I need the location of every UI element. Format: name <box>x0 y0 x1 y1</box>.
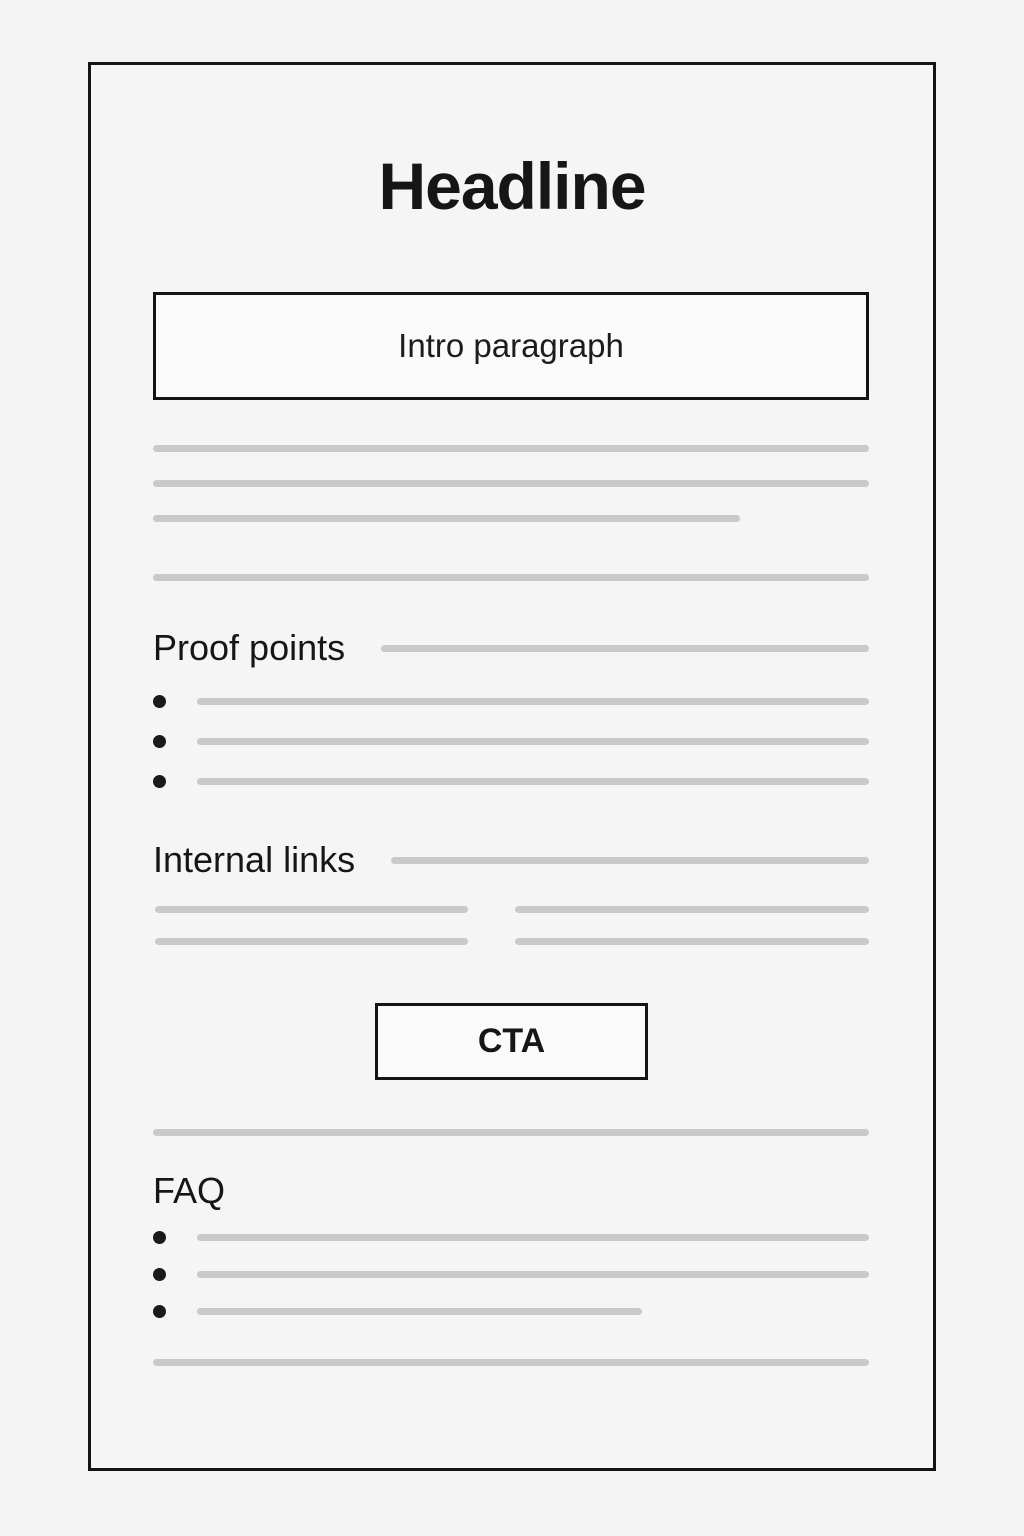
proof-points-title: Proof points <box>153 627 346 668</box>
body-text-placeholder-line <box>153 480 869 487</box>
internal-link-placeholder-line <box>515 938 869 945</box>
page-frame <box>88 62 936 1471</box>
section-header-placeholder-line <box>391 857 869 864</box>
faq-title: FAQ <box>153 1170 226 1211</box>
proof-point-item <box>153 734 869 748</box>
headline: Headline <box>378 149 646 223</box>
bullet-dot <box>153 1305 166 1318</box>
body-text-placeholder-line <box>153 515 740 522</box>
bullet-dot <box>153 1268 166 1281</box>
cta-button[interactable] <box>375 1003 648 1080</box>
internal-links-title: Internal links <box>153 839 356 880</box>
divider-line <box>153 1129 869 1136</box>
proof-point-item <box>153 774 869 788</box>
bullet-text-placeholder-line <box>197 1271 869 1278</box>
internal-link-placeholder-line <box>155 906 468 913</box>
section-header-placeholder-line <box>381 645 869 652</box>
bullet-dot <box>153 1231 166 1244</box>
bullet-text-placeholder-line <box>197 778 869 785</box>
internal-links-section-header <box>153 838 869 882</box>
intro-paragraph-label: Intro paragraph <box>398 327 624 364</box>
proof-points-section-header <box>153 626 869 670</box>
internal-link-placeholder-line <box>155 938 468 945</box>
faq-item <box>153 1304 869 1318</box>
bullet-dot <box>153 735 166 748</box>
proof-point-item <box>153 694 869 708</box>
bullet-text-placeholder-line <box>197 1234 869 1241</box>
bullet-dot <box>153 775 166 788</box>
cta-label: CTA <box>477 1022 546 1060</box>
intro-paragraph-box <box>153 292 869 400</box>
bullet-text-placeholder-line <box>197 738 869 745</box>
body-text-placeholder-line <box>153 574 869 581</box>
internal-link-placeholder-line <box>515 906 869 913</box>
body-text-placeholder-line <box>153 445 869 452</box>
bullet-text-placeholder-line <box>197 698 869 705</box>
faq-item <box>153 1230 869 1244</box>
divider-line <box>153 1359 869 1366</box>
bullet-dot <box>153 695 166 708</box>
bullet-text-placeholder-line <box>197 1308 642 1315</box>
faq-item <box>153 1267 869 1281</box>
